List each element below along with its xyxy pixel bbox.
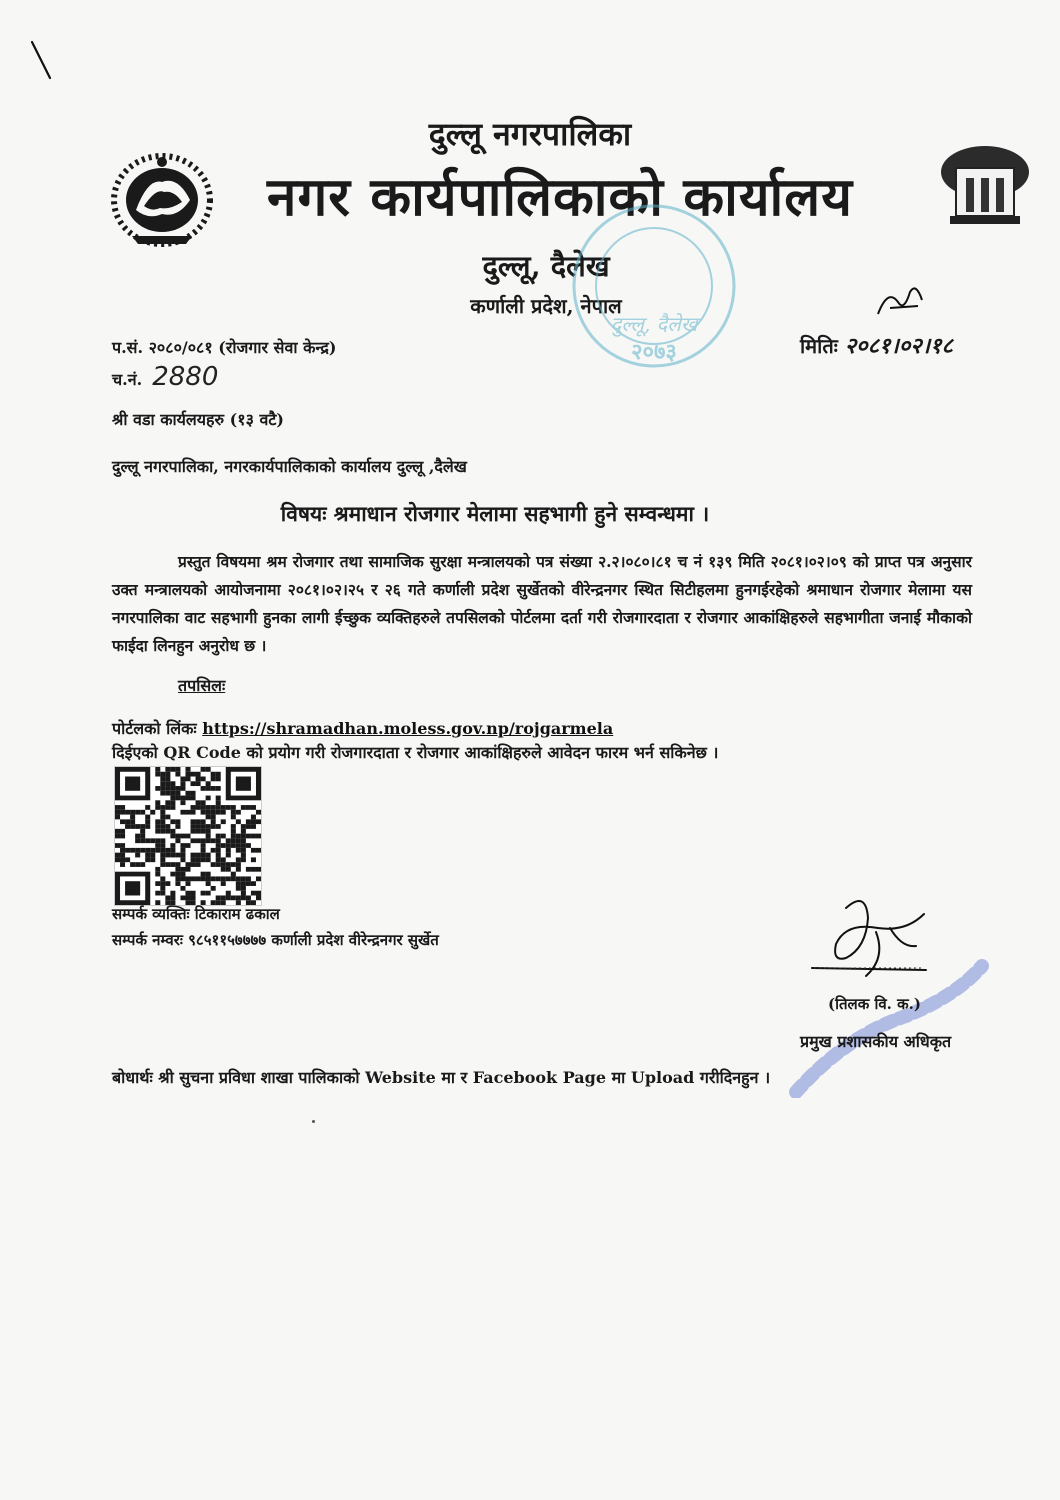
letter-reference-number: प.सं. २०८०/०८१ (रोजगार सेवा केन्द्र) bbox=[112, 338, 337, 357]
stamp-text: दुल्लू, दैलेख bbox=[610, 312, 698, 336]
letter-subject: विषयः श्रमाधान रोजगार मेलामा सहभागी हुने सम्वन्धमा । bbox=[280, 501, 710, 526]
details-heading: तपसिलः bbox=[178, 676, 226, 695]
stamp-year: २०७३ bbox=[631, 339, 677, 365]
portal-link[interactable]: https://shramadhan.moless.gov.np/rojgarmela bbox=[202, 719, 614, 738]
dispatch-number: 2880 bbox=[152, 362, 219, 392]
letter-body: प्रस्तुत विषयमा श्रम रोजगार तथा सामाजिक सुरक्षा मन्त्रालयको पत्र संख्या २.२।०८०।८१ च नं १३९ मिति २०८१।०२।०९ को प्राप्त पत्र अनुसार उक्त मन्त्रालयको आयोजनामा २०८१।०२।२५ र २६ गते कर्णाली प्रदेश सुर्खेतको वीरेन्द्रनगर स्थित सिटीहलमा हुनगईरहेको श्रमाधान रोजगार मेलामा यस नगरपालिका वाट सहभागी हुनका लागी ईच्छुक व्यक्तिहरुले तपसिलको पोर्टलमा दर्ता गरी रोजगारदाता र रोजगार आकांक्षिहरुले सहभागीता जनाई मौकाको फाईदा लिनहुन अनुरोध छ । bbox=[112, 552, 972, 655]
qr-instruction: दिईएको QR Code को प्रयोग गरी रोजगारदाता र रोजगार आकांक्षिहरुले आवेदन फारम भर्न सकिनेछ । bbox=[112, 743, 719, 762]
portal-line bbox=[112, 717, 613, 739]
pen-stroke-mark bbox=[28, 38, 58, 84]
signature-icon bbox=[806, 888, 942, 996]
signer-title: प्रमुख प्रशासकीय अधिकृत bbox=[800, 1032, 952, 1051]
dispatch-label: च.नं. bbox=[112, 370, 143, 389]
contact-number: सम्पर्क नम्वरः ९८५११५७७७७ कर्णाली प्रदेश वीरेन्द्रनगर सुर्खेत bbox=[112, 931, 439, 949]
contact-person: सम्पर्क व्यक्तिः टिकाराम ढकाल bbox=[112, 905, 280, 923]
office-stamp bbox=[566, 198, 742, 374]
office-place: दुल्लू, दैलेख bbox=[482, 249, 610, 283]
addressee: श्री वडा कार्यलयहरु (१३ वटै) bbox=[112, 410, 284, 429]
office-title: नगर कार्यपालिकाको कार्यालय bbox=[267, 166, 853, 228]
date-value: २०८१।०२।१८ bbox=[844, 333, 953, 359]
copy-to-note: बोधार्थः श्री सुचना प्रविधा शाखा पालिकाको Website मा र Facebook Page मा Upload गरीदिनहुन । bbox=[112, 1068, 771, 1087]
date-label: मितिः bbox=[800, 334, 838, 358]
signer-name: (तिलक वि. क.) bbox=[828, 995, 921, 1013]
qr-code-icon[interactable] bbox=[114, 766, 262, 906]
initials-signature-icon bbox=[870, 278, 930, 328]
office-province: कर्णाली प्रदेश, नेपाल bbox=[470, 294, 622, 318]
portal-label: पोर्टलको लिंकः bbox=[112, 719, 197, 738]
letter-date bbox=[800, 330, 953, 360]
municipality-name: दुल्लू नगरपालिका bbox=[428, 115, 632, 153]
dispatch-row bbox=[112, 362, 218, 392]
address-line: दुल्लू नगरपालिका, नगरकार्यपालिकाको कार्यालय दुल्लू ,दैलेख bbox=[112, 457, 467, 476]
speck bbox=[312, 1120, 315, 1123]
